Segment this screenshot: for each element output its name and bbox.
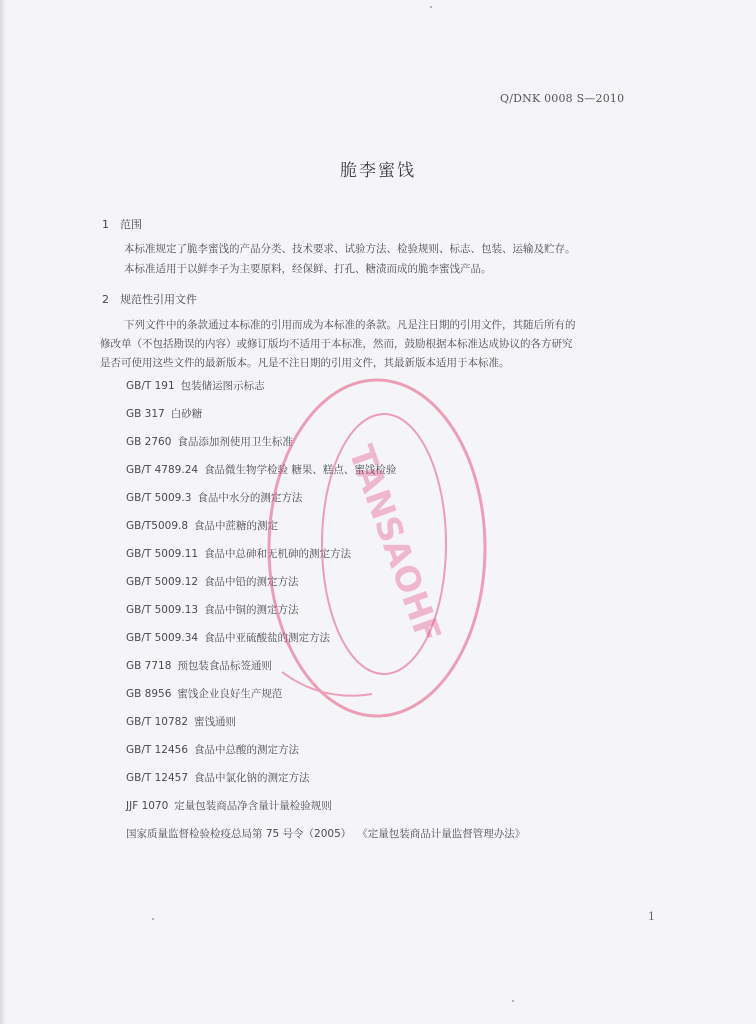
section-2-number: 2 bbox=[102, 293, 109, 306]
section-1-paragraph: 本标准规定了脆李蜜饯的产品分类、技术要求、试验方法、检验规则、标志、包装、运输及贮存。 bbox=[124, 243, 576, 255]
section-2-title: 规范性引用文件 bbox=[120, 293, 197, 306]
reference-item: GB/T 4789.24 食品微生物学检验 糖果、糕点、蜜饯检验 bbox=[126, 464, 397, 476]
scan-speck bbox=[512, 1000, 514, 1002]
page-number: 1 bbox=[648, 910, 655, 923]
reference-item: GB/T 12456 食品中总酸的测定方法 bbox=[126, 744, 300, 756]
section-1-number: 1 bbox=[102, 218, 109, 231]
section-1-heading bbox=[102, 216, 142, 232]
reference-item: GB/T 191 包装储运图示标志 bbox=[126, 380, 265, 392]
section-2-heading bbox=[102, 291, 197, 307]
reference-item: GB 7718 预包装食品标签通则 bbox=[126, 660, 272, 672]
reference-item: GB/T5009.8 食品中蔗糖的测定 bbox=[126, 520, 279, 532]
section-2-intro: 修改单（不包括勘误的内容）或修订版均不适用于本标准，然而，鼓励根据本标准达成协议的各方研究 bbox=[100, 338, 573, 350]
reference-item: JJF 1070 定量包装商品净含量计量检验规则 bbox=[126, 800, 332, 812]
reference-item: GB/T 5009.11 食品中总砷和无机砷的测定方法 bbox=[126, 548, 352, 560]
reference-item: GB/T 5009.12 食品中铅的测定方法 bbox=[126, 576, 299, 588]
scan-speck bbox=[430, 6, 432, 8]
reference-item: 国家质量监督检验检疫总局第 75 号令（2005） 《定量包装商品计量监督管理办法》 bbox=[126, 828, 526, 840]
section-1-paragraph: 本标准适用于以鲜李子为主要原料，经保鲜、打孔、糖渍而成的脆李蜜饯产品。 bbox=[124, 263, 492, 275]
reference-item: GB/T 10782 蜜饯通则 bbox=[126, 716, 237, 728]
reference-item: GB 317 白砂糖 bbox=[126, 408, 203, 420]
scan-speck bbox=[152, 918, 154, 920]
reference-item: GB/T 12457 食品中氯化钠的测定方法 bbox=[126, 772, 310, 784]
section-1-title: 范围 bbox=[120, 218, 142, 231]
section-2-intro: 是否可使用这些文件的最新版本。凡是不注日期的引用文件，其最新版本适用于本标准。 bbox=[100, 357, 510, 369]
standard-code: Q/DNK 0008 S—2010 bbox=[500, 92, 625, 105]
scan-edge-shadow bbox=[0, 0, 6, 1024]
reference-item: GB/T 5009.13 食品中铜的测定方法 bbox=[126, 604, 299, 616]
reference-item: GB 2760 食品添加剂使用卫生标准 bbox=[126, 436, 293, 448]
reference-item: GB 8956 蜜饯企业良好生产规范 bbox=[126, 688, 283, 700]
section-2-intro: 下列文件中的条款通过本标准的引用而成为本标准的条款。凡是注日期的引用文件，其随后所有的 bbox=[124, 319, 576, 331]
reference-item: GB/T 5009.3 食品中水分的测定方法 bbox=[126, 492, 303, 504]
seal-text: TANSAOHF bbox=[340, 440, 449, 649]
page-title: 脆李蜜饯 bbox=[340, 161, 416, 181]
reference-item: GB/T 5009.34 食品中亚硫酸盐的测定方法 bbox=[126, 632, 331, 644]
